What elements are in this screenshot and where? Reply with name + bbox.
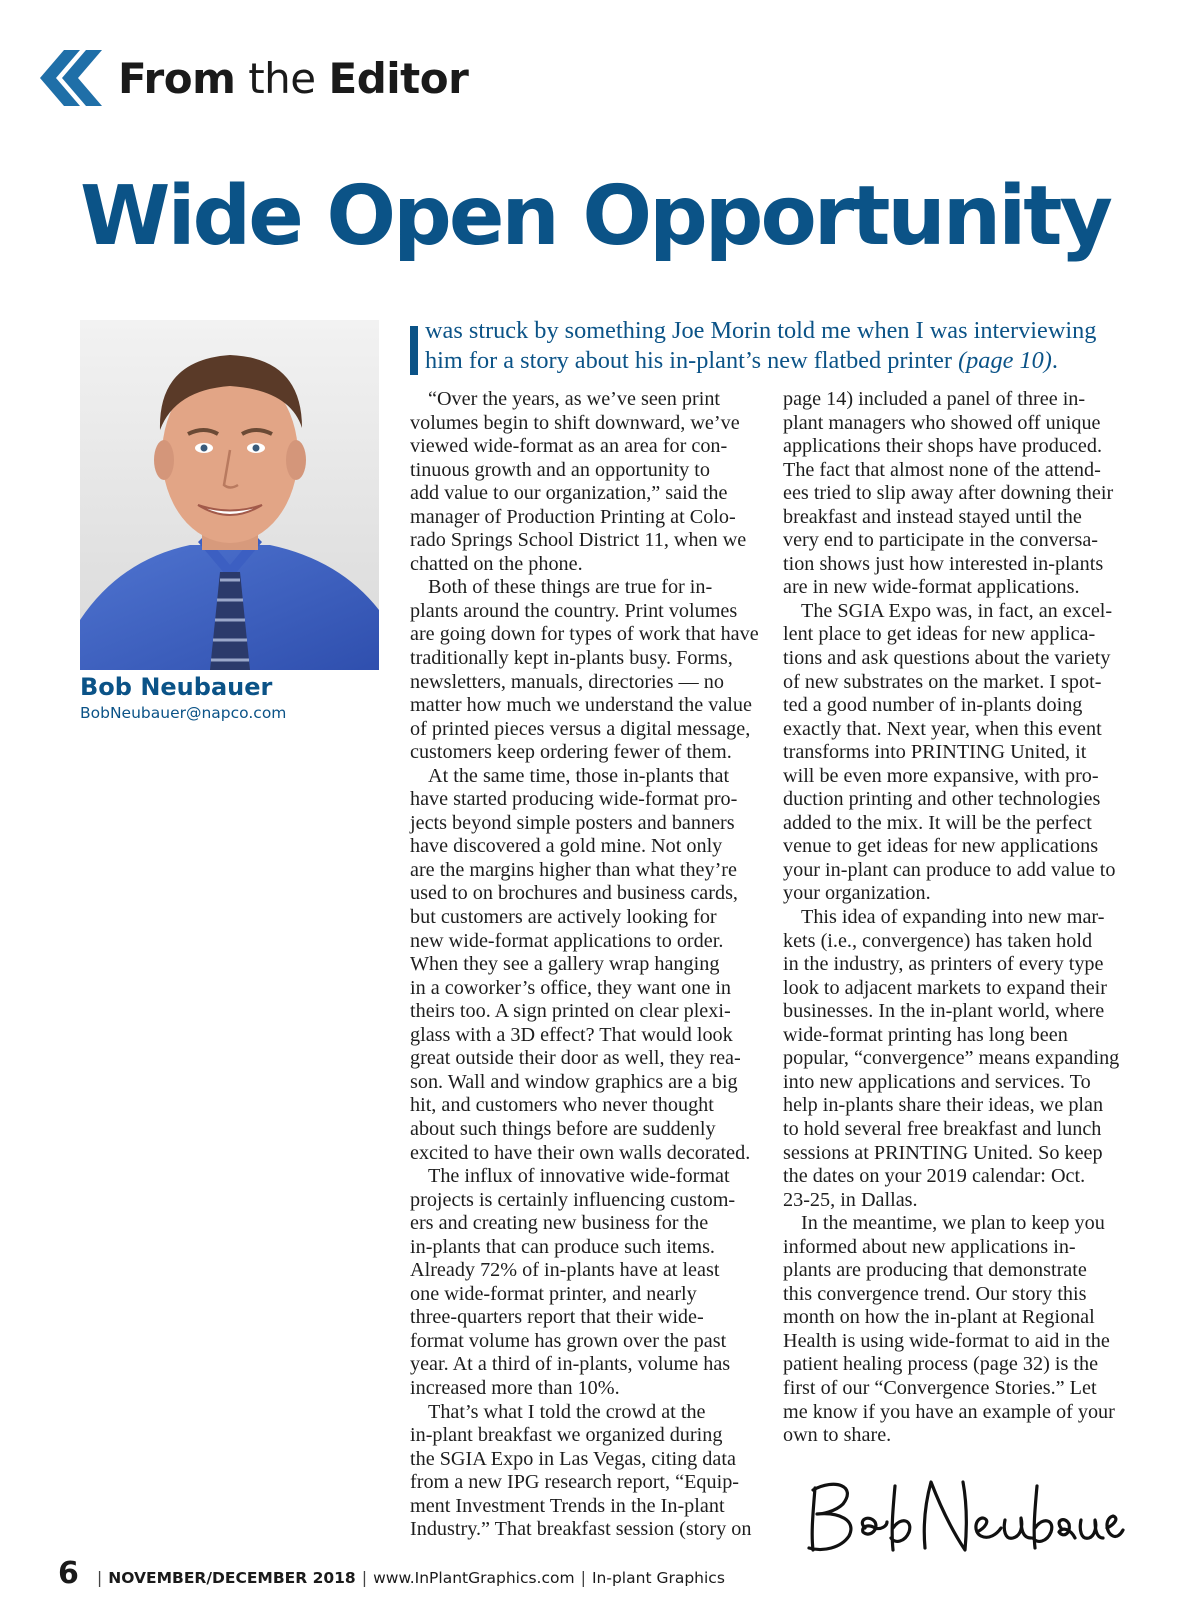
article-line: ees tried to slip away after downing their (783, 482, 1114, 505)
article-line: in-plant breakfast we organized during (410, 1424, 723, 1447)
article-line: excited to have their own walls decorated. (410, 1141, 751, 1164)
intro-text-2-end: . (1051, 347, 1058, 374)
article-line: patient healing process (page 32) is the (783, 1353, 1099, 1376)
section-title-from: From (118, 53, 236, 103)
article-line: great outside their door as well, they rea- (410, 1047, 741, 1070)
article-line: duction printing and other technologies (783, 788, 1101, 811)
article-line: in the industry, as printers of every type (783, 953, 1104, 976)
article-line: wide-format printing has long been (783, 1023, 1068, 1046)
article-line: In the meantime, we plan to keep you (801, 1212, 1105, 1235)
article-line: first of our “Convergence Stories.” Let (783, 1376, 1097, 1399)
article-line: the dates on your 2019 calendar: Oct. (783, 1165, 1086, 1188)
footer-url[interactable]: www.InPlantGraphics.com (373, 1569, 575, 1587)
article-line: Health is using wide-format to aid in the (783, 1329, 1110, 1352)
article-line: chatted on the phone. (410, 552, 583, 575)
section-title (118, 54, 468, 103)
article-line: manager of Production Printing at Colo- (410, 505, 736, 528)
article-line: tinuous growth and an opportunity to (410, 458, 710, 481)
double-chevron-left-icon (40, 48, 108, 108)
article-line: added to the mix. It will be the perfect (783, 811, 1092, 834)
article-line: about such things before are suddenly (410, 1117, 716, 1140)
article-line: projects is certainly influencing custom- (410, 1188, 736, 1211)
article-line: That’s what I told the crowd at the (428, 1400, 706, 1423)
footer-separator: | (580, 1568, 586, 1587)
article-line: applications their shops have produced. (783, 435, 1102, 458)
author-signature (795, 1468, 1125, 1558)
article-line: tion shows just how interested in-plants (783, 552, 1104, 575)
article-line: increased more than 10%. (410, 1376, 620, 1399)
article-line: ers and creating new business for the (410, 1212, 709, 1235)
article-line: plants around the country. Print volumes (410, 599, 738, 622)
article-line: customers keep ordering fewer of them. (410, 741, 732, 764)
page-footer (58, 1556, 725, 1591)
article-line: tions and ask questions about the variety (783, 647, 1111, 670)
article-line: plants are producing that demonstrate (783, 1259, 1087, 1282)
article-line: add value to our organization,” said the (410, 482, 728, 505)
article-line: have discovered a gold mine. Not only (410, 835, 723, 858)
article-line: in a coworker’s office, they want one in (410, 976, 732, 999)
intro-page-ref: (page 10) (958, 347, 1052, 374)
footer-separator: | (96, 1568, 103, 1587)
article-line: this convergence trend. Our story this (783, 1282, 1087, 1305)
article-line: glass with a 3D effect? That would look (410, 1023, 733, 1046)
article-line: jects beyond simple posters and banners (410, 811, 735, 834)
intro-dropcap-rule (410, 326, 418, 375)
article-line: This idea of expanding into new mar- (801, 906, 1105, 929)
article-line: matter how much we understand the value (410, 694, 752, 717)
author-email[interactable]: BobNeubauer@napco.com (80, 704, 287, 722)
article-line: Already 72% of in-plants have at least (410, 1259, 720, 1282)
article-line: ment Investment Trends in the In-plant (410, 1494, 725, 1517)
article-line: look to adjacent markets to expand their (783, 976, 1108, 999)
article-line: kets (i.e., convergence) has taken hold (783, 929, 1093, 952)
article-line: used to on brochures and business cards, (410, 882, 738, 905)
article-line: are going down for types of work that have (410, 623, 759, 646)
intro-text-1: was struck by something Joe Morin told me when I was interviewing (425, 317, 1097, 344)
article-line: own to share. (783, 1424, 892, 1447)
article-line: new wide-format applications to order. (410, 929, 724, 952)
section-title-editor: Editor (328, 53, 469, 103)
page-number: 6 (58, 1556, 79, 1591)
article-line: in-plants that can produce such items. (410, 1235, 715, 1258)
article-headline: Wide Open Opportunity (80, 169, 1110, 264)
article-line: year. At a third of in-plants, volume has (410, 1353, 731, 1376)
article-line: help in-plants share their ideas, we plan (783, 1094, 1104, 1117)
article-line: informed about new applications in- (783, 1235, 1076, 1258)
article-line: month on how the in-plant at Regional (783, 1306, 1095, 1329)
author-photo (80, 320, 379, 670)
article-line: plant managers who showed off unique (783, 411, 1101, 434)
article-line: Industry.” That breakfast session (story on (410, 1518, 752, 1541)
article-line: The fact that almost none of the attend- (783, 458, 1101, 481)
footer-separator: | (361, 1568, 368, 1587)
article-line: The SGIA Expo was, in fact, an excel- (801, 599, 1113, 622)
article-line: businesses. In the in-plant world, where (783, 1000, 1105, 1023)
article-line: popular, “convergence” means expanding (783, 1047, 1120, 1070)
article-line: son. Wall and window graphics are a big (410, 1070, 738, 1093)
article-line: of new substrates on the market. I spot- (783, 670, 1102, 693)
article-column-left (410, 388, 760, 1542)
section-title-the: the (248, 53, 316, 103)
article-line: “Over the years, as we’ve seen print (428, 388, 721, 410)
article-line: from a new IPG research report, “Equip- (410, 1471, 740, 1494)
intro-line-2 (425, 346, 1137, 376)
article-line: me know if you have an example of your (783, 1400, 1115, 1423)
article-line: are in new wide-format applications. (783, 576, 1080, 599)
article-line: exactly that. Next year, when this event (783, 717, 1102, 740)
article-line: page 14) included a panel of three in- (783, 388, 1086, 410)
article-line: very end to participate in the conversa- (783, 529, 1099, 552)
article-line: format volume has grown over the past (410, 1329, 727, 1352)
article-line: are the margins higher than what they’re (410, 858, 737, 881)
article-line: hit, and customers who never thought (410, 1094, 714, 1117)
article-line: volumes begin to shift downward, we’ve (410, 411, 740, 434)
article-line: your organization. (783, 882, 931, 905)
article-line: viewed wide-format as an area for con- (410, 435, 728, 458)
article-line: venue to get ideas for new applications (783, 835, 1099, 858)
intro-line-1 (425, 316, 1137, 346)
article-line: but customers are actively looking for (410, 906, 717, 929)
article-line: When they see a gallery wrap hanging (410, 953, 720, 976)
article-line: rado Springs School District 11, when we (410, 529, 747, 552)
article-line: will be even more expansive, with pro- (783, 764, 1099, 787)
article-line: ted a good number of in-plants doing (783, 694, 1083, 717)
article-line: newsletters, manuals, directories — no (410, 670, 724, 693)
article-line: the SGIA Expo in Las Vegas, citing data (410, 1447, 736, 1470)
article-line: theirs too. A sign printed on clear plexi- (410, 1000, 731, 1023)
article-intro (425, 316, 1137, 376)
article-line: 23-25, in Dallas. (783, 1188, 918, 1211)
article-line: three-quarters report that their wide- (410, 1306, 704, 1329)
article-line: At the same time, those in-plants that (428, 764, 730, 787)
article-line: traditionally kept in-plants busy. Forms, (410, 647, 733, 670)
author-portrait-image (80, 320, 379, 670)
article-line: have started producing wide-format pro- (410, 788, 738, 811)
article-line: into new applications and services. To (783, 1070, 1091, 1093)
author-name: Bob Neubauer (80, 673, 273, 701)
article-line: Both of these things are true for in- (428, 576, 713, 599)
article-line: lent place to get ideas for new applica- (783, 623, 1096, 646)
footer-publication: In-plant Graphics (591, 1569, 725, 1587)
article-line: your in-plant can produce to add value to (783, 858, 1116, 881)
article-line: to hold several free breakfast and lunch (783, 1117, 1102, 1140)
article-line: breakfast and instead stayed until the (783, 505, 1082, 528)
article-column-right (783, 388, 1138, 1448)
footer-issue: NOVEMBER/DECEMBER 2018 (108, 1569, 356, 1587)
section-header (40, 48, 468, 108)
article-line: of printed pieces versus a digital message, (410, 717, 751, 740)
article-line: transforms into PRINTING United, it (783, 741, 1087, 764)
article-line: sessions at PRINTING United. So keep (783, 1141, 1103, 1164)
intro-text-2: him for a story about his in-plant’s new flatbed printer (425, 347, 959, 374)
article-line: The influx of innovative wide-format (428, 1165, 730, 1188)
article-line: one wide-format printer, and nearly (410, 1282, 697, 1305)
